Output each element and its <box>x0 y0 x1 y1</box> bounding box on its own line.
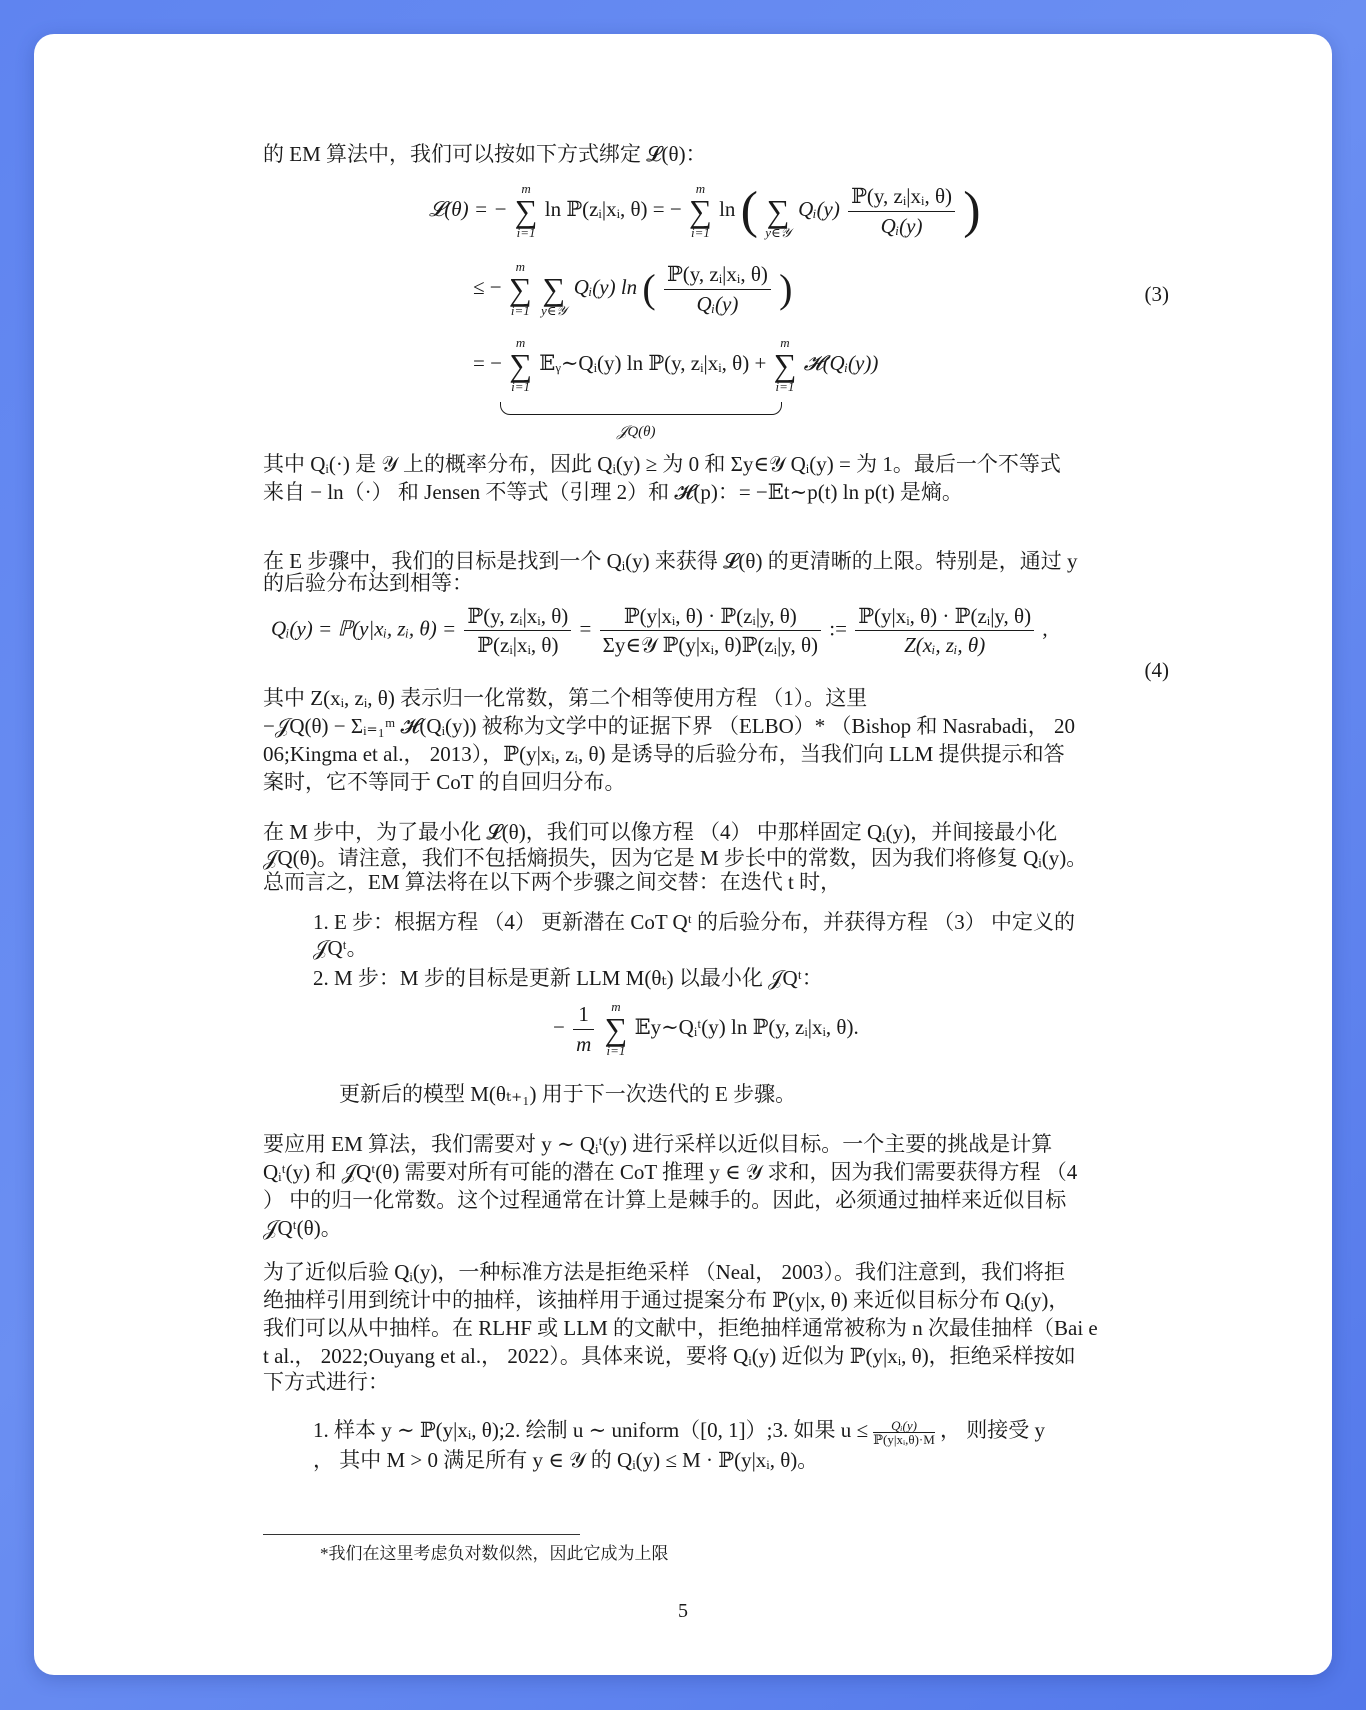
underbrace-label: 𝒥Q(θ) <box>617 424 656 440</box>
sum-symbol: m ∑ i=1 <box>514 181 538 240</box>
rejection-steps-line1 <box>313 1416 1045 1446</box>
para-m-step-line2: 𝒥Q(θ)。请注意，我们不包括熵损失，因为它是 M 步长中的常数，因为我们将修复 Qᵢ(y)。 <box>263 846 1088 870</box>
para-m-step-line3: 总而言之，EM 算法将在以下两个步骤之间交替：在迭代 t 时， <box>263 870 842 894</box>
eq3-l1-lhs: 𝓛(θ) = − <box>429 196 508 221</box>
eq3-l2-fraction: $\frac{\text{ℙ(y, zᵢ|xᵢ, θ)}}{\text{Qᵢ(y)}}$ <box>664 262 771 315</box>
sum-symbol: m ∑ i=1 <box>508 259 532 318</box>
para-apply-line2: Qᵢᵗ(y) 和 𝒥Qᵗ(θ) 需要对所有可能的潜在 CoT 推理 y ∈ 𝒴 求和，因为我们需要获得方程 （4 <box>263 1160 1078 1184</box>
steps-part-b: ， 则接受 y <box>940 1418 1046 1442</box>
para-rejection-line2: 绝抽样引用到统计中的抽样，该抽样用于通过提案分布 ℙ(y|x, θ) 来近似目标分布 Qᵢ(y)， <box>263 1288 1070 1312</box>
sum-symbol: m ∑ i=1 <box>509 335 532 394</box>
para-apply-line3: ） 中的归一化常数。这个过程通常在计算上是棘手的。因此，必须通过抽样来近似目标 <box>263 1188 1067 1212</box>
para-after-eq3-line1: 其中 Qᵢ(·) 是 𝒴 上的概率分布，因此 Qᵢ(y) ≥ 为 0 和 Σy∈𝒴 Qᵢ(y) = 为 1。最后一个不等式 <box>263 452 1061 476</box>
para-rejection-line4: t al.， 2022;Ouyang et al.， 2022）。具体来说，要将 Qᵢ(y) 近似为 ℙ(y|xᵢ, θ)，拒绝采样按如 <box>263 1344 1076 1368</box>
para-rejection-line5: 下方式进行： <box>263 1370 389 1394</box>
eq4-equals: = <box>579 616 592 641</box>
para-rejection-line3: 我们可以从中抽样。在 RLHF 或 LLM 的文献中，拒绝抽样通常被称为 n 次最佳抽样（Bai e <box>263 1316 1098 1340</box>
sum-symbol: m ∑ i=1 <box>689 181 712 240</box>
rejection-steps-line2: ， 其中 M > 0 满足所有 y ∈ 𝒴 的 Qᵢ(y) ≤ M · ℙ(y|xᵢ, θ)。 <box>313 1448 819 1472</box>
sum-symbol: m ∑ i=1 <box>604 999 628 1058</box>
eqm-body: 𝔼y∼Qᵢᵗ(y) ln ℙ(y, zᵢ|xᵢ, θ). <box>634 1014 859 1039</box>
page-number: 5 <box>678 1600 688 1622</box>
eq4-comma: , <box>1042 616 1048 641</box>
steps-fraction: $\frac{\text{Qᵢ(y)}}{\text{ℙ(y|xᵢ,θ)·M}}$ <box>873 1417 935 1447</box>
list-item-m-step-after: 更新后的模型 M(θₜ₊₁) 用于下一次迭代的 E 步骤。 <box>339 1082 797 1106</box>
equation-4 <box>271 604 1048 657</box>
para-e-step-line1: 在 E 步骤中，我们的目标是找到一个 Qᵢ(y) 来获得 𝓛(θ) 的更清晰的上限。特别是，通过 y <box>263 549 1078 573</box>
para-apply-line4: 𝒥Qᵗ(θ)。 <box>263 1216 342 1240</box>
para-after-eq3-line2: 来自 − ln（·） 和 Jensen 不等式（引理 2）和 𝓗(p)：= −𝔼t∼p(t) ln p(t) 是熵。 <box>263 480 963 504</box>
para-z-line2: −𝒥Q(θ) − Σᵢ₌₁ᵐ 𝓗(Qᵢ(y)) 被称为文学中的证据下界 （ELBO）* （Bishop 和 Nasrabadi， 20 <box>263 714 1075 738</box>
watermark: 掘金技术社区 @ 硅基新手村 <box>998 1639 1328 1668</box>
eq3-l1-ln: ln <box>719 196 736 221</box>
para-z-line3: 06;Kingma et al.， 2013），ℙ(y|xᵢ, zᵢ, θ) 是诱导的后验分布，当我们向 LLM 提供提示和答 <box>263 742 1065 766</box>
eqm-fraction: $\frac{1}{m}$ <box>573 1002 594 1055</box>
eq4-fraction-1: $\frac{\text{ℙ(y, zᵢ|xᵢ, θ)}}{\text{ℙ(zᵢ|xᵢ, θ)}}$ <box>464 604 571 657</box>
eq3-line-2: ≤ − m ∑ i=1 ∑ y∈𝒴 Qᵢ(y) ln ( $\frac{\text{ℙ(y, zᵢ|xᵢ, θ)}}{\text{Qᵢ(y)}}$ ) <box>473 259 793 318</box>
eq3-l3-end: 𝓗(Qᵢ(y)) <box>803 350 879 375</box>
footnote: *我们在这里考虑负对数似然，因此它成为上限 <box>320 1544 669 1563</box>
eq3-l1-fraction: $\frac{\text{ℙ(y, zᵢ|xᵢ, θ)}}{\text{Qᵢ(y)}}$ <box>848 184 955 237</box>
eq3-number: (3) <box>1144 282 1169 306</box>
equation-m-step <box>553 1000 859 1058</box>
para-z-line1: 其中 Z(xᵢ, zᵢ, θ) 表示归一化常数，第二个相等使用方程 （1）。这里 <box>263 686 868 710</box>
sum-symbol: ∑ y∈𝒴 <box>765 193 791 240</box>
eq3-line-1: 𝓛(θ) = − m ∑ i=1 ln ℙ(zᵢ|xᵢ, θ) = − m ∑ i=1 ln ( ∑ y∈𝒴 Qᵢ(y) $\frac{\text{ℙ(y, zᵢ|xᵢ, θ)}}{\text{Qᵢ(y)}}$ ) <box>429 181 981 240</box>
list-item-m-step: 2. M 步：M 步的目标是更新 LLM M(θₜ) 以最小化 𝒥Qᵗ： <box>313 966 823 990</box>
equation-3 <box>263 181 1169 440</box>
eq4-defeq: := <box>829 616 847 641</box>
list-item-e-step: 1. E 步：根据方程 （4） 更新潜在 CoT Qᵗ 的后验分布，并获得方程 （3） 中定义的 <box>313 910 1075 934</box>
paper-page <box>34 34 1332 1675</box>
eq4-number: (4) <box>1144 658 1169 682</box>
list-item-e-step-cont: 𝒥Qᵗ。 <box>313 936 368 960</box>
eq3-line-3 <box>473 336 878 394</box>
eq3-l3-mid: 𝔼ᵧ∼Qᵢ(y) ln ℙ(y, zᵢ|xᵢ, θ) + <box>539 350 767 375</box>
para-m-step-line1: 在 M 步中，为了最小化 𝓛(θ)，我们可以像方程 （4） 中那样固定 Qᵢ(y)，并间接最小化 <box>263 820 1058 844</box>
sum-symbol: m ∑ i=1 <box>773 335 797 394</box>
sum-symbol: ∑ y∈𝒴 <box>540 271 567 318</box>
eq4-fraction-3: $\frac{\text{ℙ(y|xᵢ, θ) · ℙ(zᵢ|y, θ)}}{\text{Z(xᵢ, zᵢ, θ)}}$ <box>855 604 1034 657</box>
para-e-step-line2: 的后验分布达到相等： <box>263 571 473 595</box>
eq3-l3-lhs: = − <box>473 350 502 375</box>
underbrace <box>500 402 782 415</box>
intro-line: 的 EM 算法中，我们可以按如下方式绑定 𝓛(θ)： <box>263 142 707 166</box>
eq3-l2-q: Qᵢ(y) ln <box>573 274 638 299</box>
eq3-l2-lhs: ≤ − <box>473 274 502 299</box>
para-z-line4: 案时，它不等同于 CoT 的自回归分布。 <box>263 770 626 794</box>
para-apply-line1: 要应用 EM 算法，我们需要对 y ∼ Qᵢᵗ(y) 进行采样以近似目标。一个主要的挑战是计算 <box>263 1132 1053 1156</box>
steps-part-a: 1. 样本 y ∼ ℙ(y|xᵢ, θ);2. 绘制 u ∼ uniform（[0, 1]）;3. 如果 u ≤ <box>313 1418 869 1442</box>
eq4-fraction-2: $\frac{\text{ℙ(y|xᵢ, θ) · ℙ(zᵢ|y, θ)}}{\text{Σy∈𝒴 ℙ(y|xᵢ, θ)ℙ(zᵢ|y, θ)}}$ <box>600 604 821 657</box>
footnote-rule <box>263 1534 580 1535</box>
para-rejection-line1: 为了近似后验 Qᵢ(y)，一种标准方法是拒绝采样 （Neal， 2003）。我们注意到，我们将拒 <box>263 1260 1065 1284</box>
eq4-lhs: Qᵢ(y) = ℙ(y|xᵢ, zᵢ, θ) = <box>271 616 457 641</box>
eq3-l1-q: Qᵢ(y) <box>798 196 840 221</box>
eqm-minus: − <box>553 1014 565 1039</box>
eq3-l1-mid: ln ℙ(zᵢ|xᵢ, θ) = − <box>544 196 682 221</box>
